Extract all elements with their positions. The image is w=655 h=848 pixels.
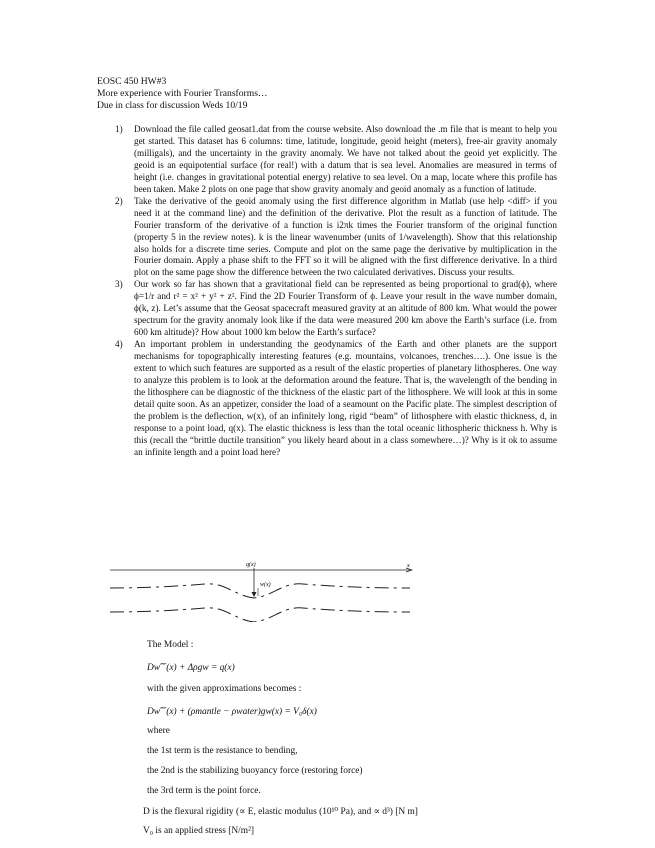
- problem-list: [97, 124, 557, 459]
- course-title: EOSC 450 HW#3: [97, 76, 167, 87]
- problem-item: [97, 196, 557, 280]
- problem-text: Our work so far has shown that a gravitational field can be represented as being proportional to grad(ϕ), where ϕ=1/r and r² = x² + y² + z². Find the 2D Fourier Transform of ϕ. Leave your result in the wave number domain, ϕ(k, z). Let’s assume that the Geosat spacecraft measured gravity at an altitude of 800 km. What would the power spectrum for the gravity anomaly look like if the data were measured 200 km above the Earth’s surface (i.e. from 600 km altitude)? How about 1000 km below the Earth’s surface?: [134, 279, 557, 338]
- term-3-text: the 3rd term is the point force.: [147, 786, 261, 796]
- due-date: Due in class for discussion Weds 10/19: [97, 100, 248, 112]
- plate-bottom-surface: [110, 608, 410, 622]
- problem-number: 3): [115, 279, 123, 290]
- where-text: where: [147, 726, 170, 736]
- load-label: q(x): [246, 562, 256, 568]
- problem-number: 4): [115, 339, 123, 350]
- rigidity-text: D is the flexural rigidity (∝ E, elastic modulus (10¹⁰ Pa), and ∝ d³) [N m]: [143, 807, 418, 817]
- assignment-subtitle: More experience with Fourier Transforms…: [97, 88, 268, 100]
- deflection-label: w(x): [260, 582, 271, 588]
- model-title: The Model :: [147, 640, 194, 650]
- equation-1: Dw⁗(x) + Δρgw = q(x): [147, 663, 235, 673]
- axis-label: x: [407, 563, 410, 569]
- problem-item: [97, 124, 557, 196]
- document-header: [97, 76, 268, 113]
- equation-2: Dw⁗(x) + (ρmantle − ρwater)gw(x) = V₀δ(x): [147, 707, 317, 717]
- approximation-text: with the given approximations becomes :: [147, 684, 302, 694]
- problem-text: Take the derivative of the geoid anomaly using the first difference algorithm in Matlab (use help <diff> if you need it at the command line) and the definition of the derivative. Plot the result as a function of latitude. The Fourier transform of the derivative of a function is i2πk times the Fourier transform of the original function (property 5 in the review notes). k is the linear wavenumber (units of 1/wavelength). Show that this relationship also holds for a discrete time series. Compute and plot on the same page the derivative by multiplication in the Fourier domain. Apply a phase shift to the FFT so it will be aligned with the first difference derivative. In a third plot on the same page show the difference between the two calculated derivatives. Discuss your results.: [134, 195, 557, 278]
- problem-number: 1): [115, 124, 123, 134]
- problem-text: An important problem in understanding the geodynamics of the Earth and other planets are the support mechanisms for topographically interesting features (e.g. mountains, volcanoes, trenches….). One issue is the extent to which such features are supported as a result of the elastic properties of planetary lithospheres. One way to analyze this problem is to look at the deformation around the feature. That is, the wavelength of the bending in the lithosphere can be diagnostic of the thickness of the elastic part of the lithosphere. We will look at this in some detail quite soon. As an appetizer, consider the load of a seamount on the Pacific plate. The simplest description of the problem is the deflection, w(x), of an infinitely long, rigid “beam” of lithosphere with elastic thickness, d, in response to a point load, q(x). The elastic thickness is less than the total oceanic lithospheric thickness h. Why is this (recall the “brittle ductile transition” you likely heard about in a class somewhere…)? Why is it ok to assume an infinite length and a point load here?: [134, 339, 557, 457]
- load-arrow-icon: [252, 592, 257, 597]
- lithosphere-deflection-figure: [110, 560, 430, 622]
- term-2-text: the 2nd is the stabilizing buoyancy force (restoring force): [147, 766, 363, 776]
- problem-item: [97, 339, 557, 459]
- problem-number: 2): [115, 195, 123, 206]
- term-1-text: the 1st term is the resistance to bending,: [147, 746, 298, 756]
- stress-text: V₀ is an applied stress [N/m²]: [143, 826, 255, 836]
- problem-item: [97, 279, 557, 339]
- problem-text: Download the file called geosat1.dat from the course website. Also download the .m file that is meant to help you get started. This dataset has 6 columns: time, latitude, longitude, geoid height (meters), free-air gravity anomaly (milligals), and the uncertainty in the gravity anomaly. We have not talked about the geoid yet explicitly. The geoid is an equipotential surface (for real!) with a datum that is sea level. Anomalies are measured in terms of height (i.e. changes in gravitational potential energy) relative to sea level. On a map, locate where this profile has been taken. Make 2 plots on one page that show gravity anomaly and geoid anomaly as a function of latitude.: [134, 124, 557, 194]
